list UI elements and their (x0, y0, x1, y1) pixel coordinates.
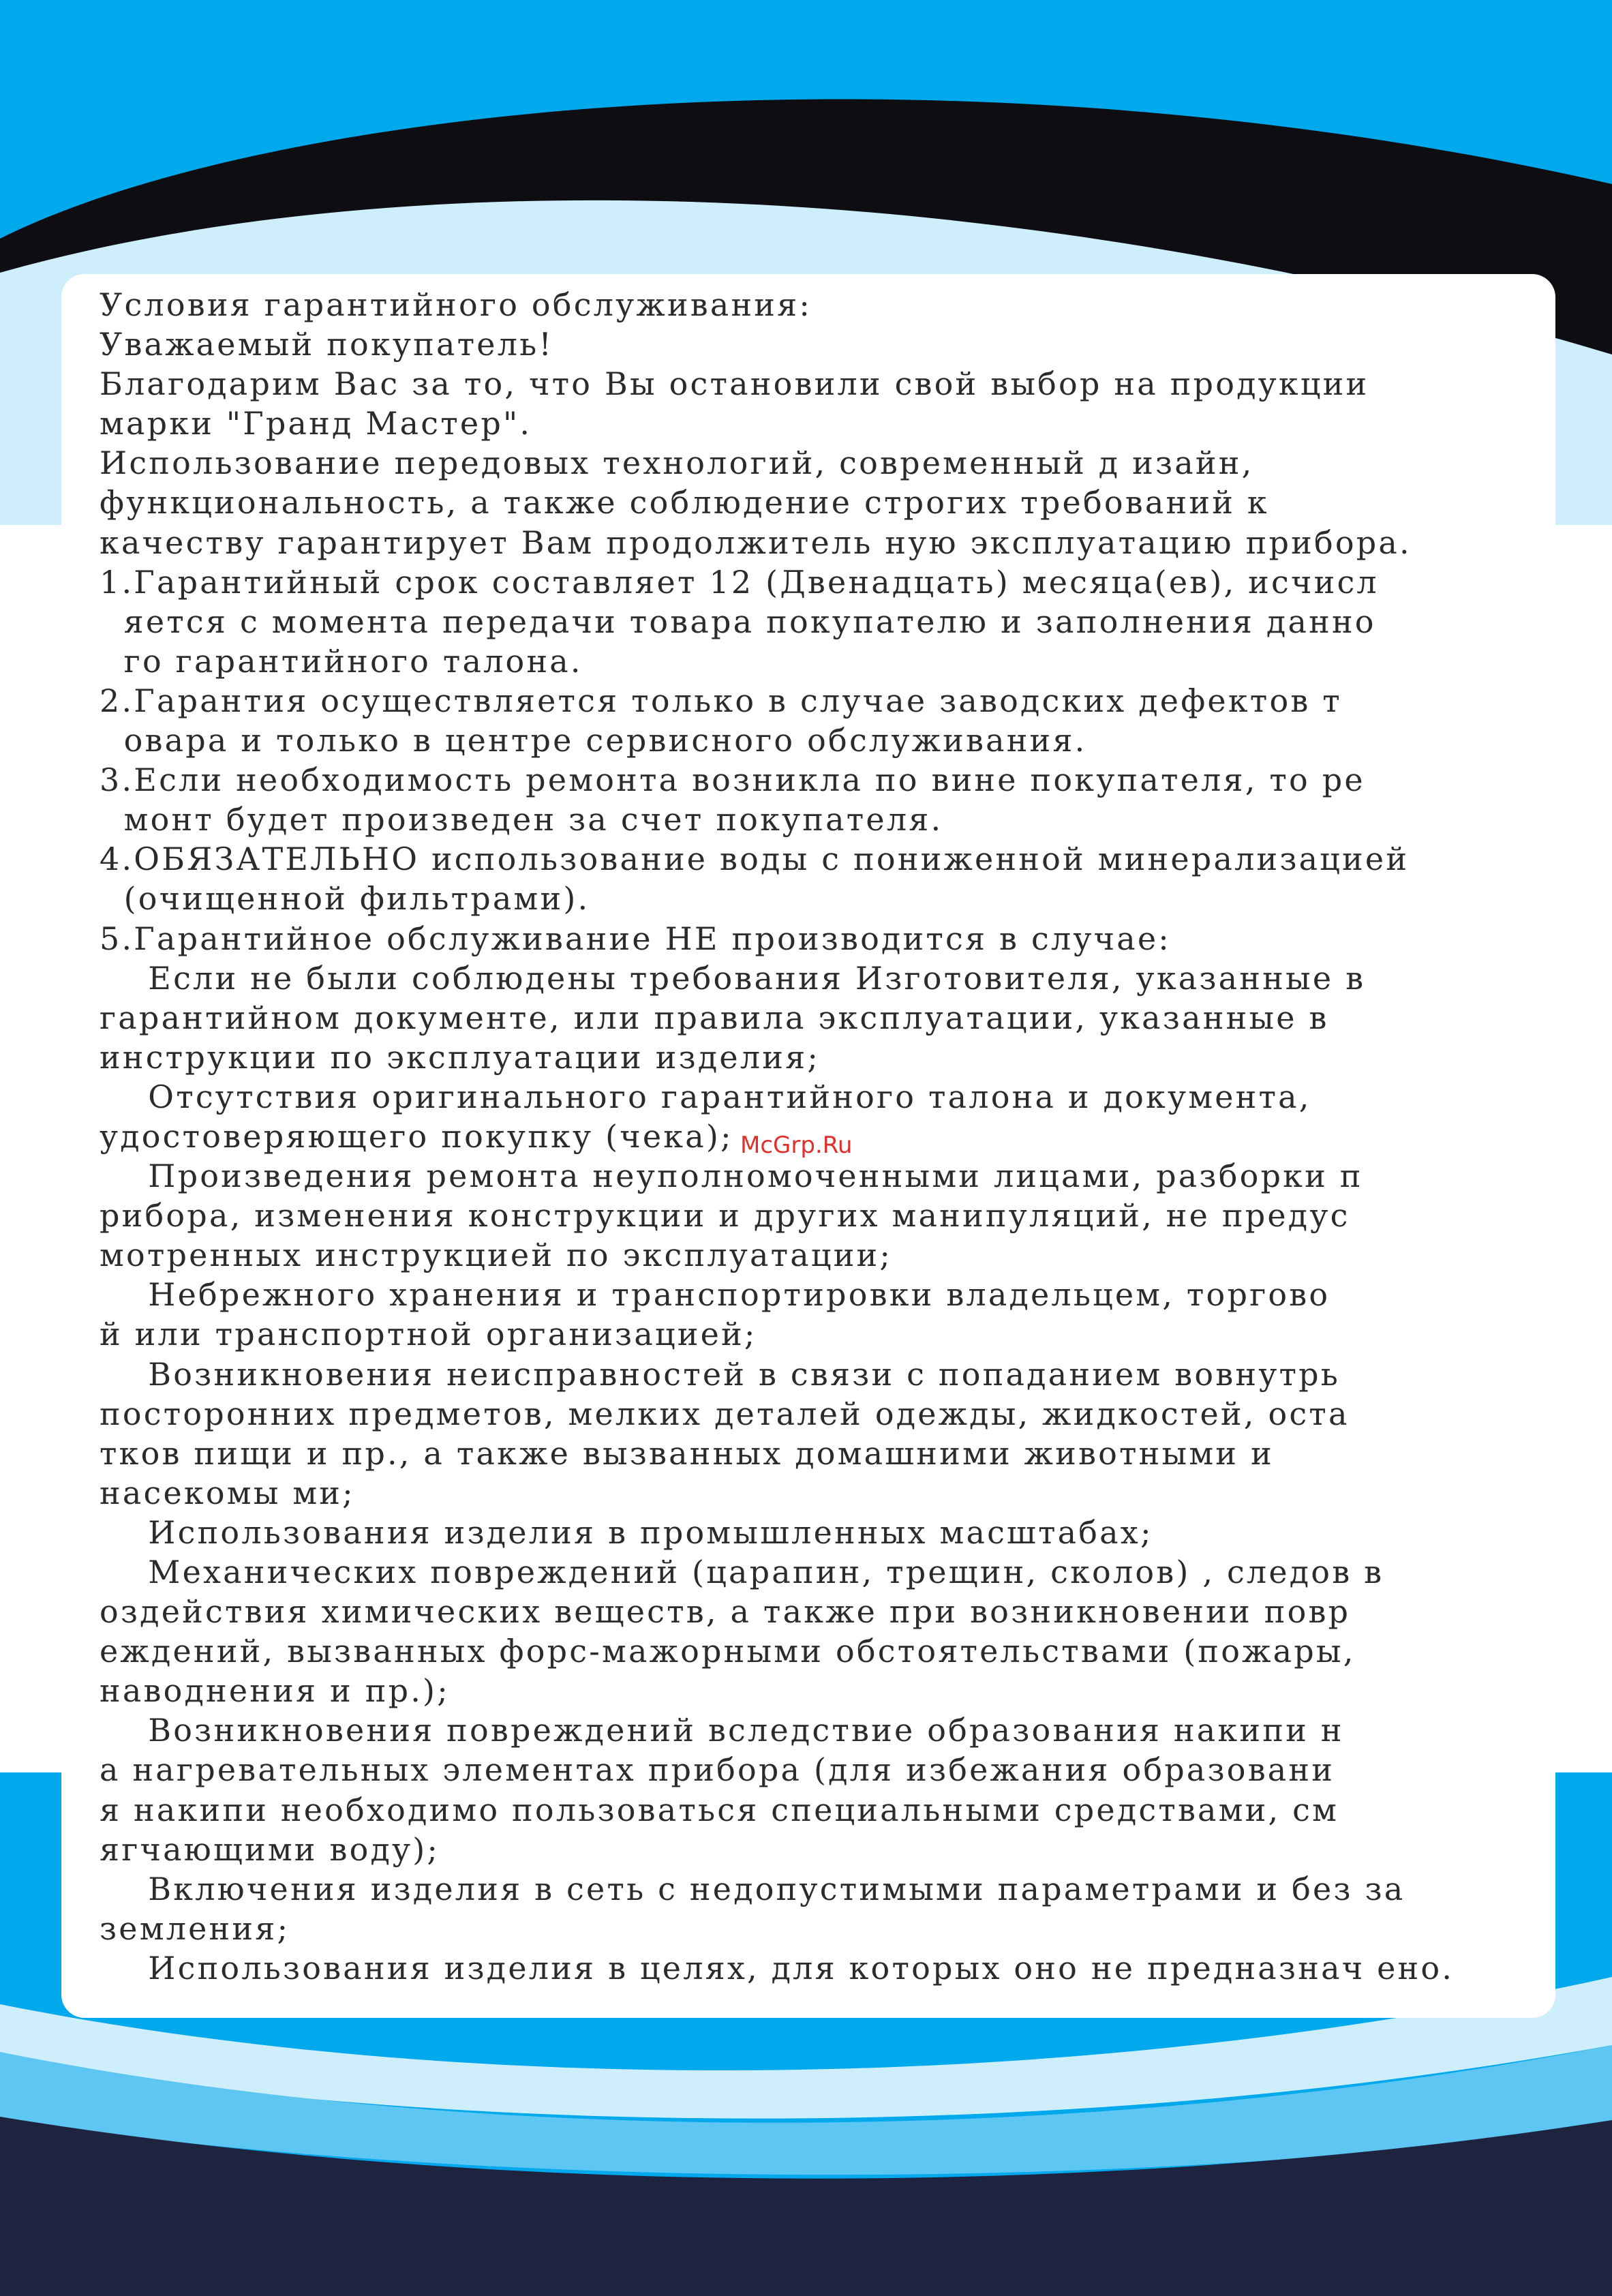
text-line: насекомы ми; (100, 1474, 355, 1511)
text-line: го гарантийного талона. (100, 642, 583, 680)
text-line: Использования изделия в целях, для которых оно не предназнач ено. (100, 1949, 1455, 1987)
text-line: удостоверяющего покупку (чека); (100, 1117, 733, 1155)
text-line: Условия гарантийного обслуживания: (100, 286, 812, 323)
text-line: Отсутствия оригинального гарантийного талона и документа, (100, 1078, 1311, 1115)
text-line: рибора, изменения конструкции и других манипуляций, не предус (100, 1197, 1350, 1235)
text-line: оздействия химических веществ, а также при возникновении повр (100, 1593, 1351, 1631)
text-line: инструкции по эксплуатации изделия; (100, 1038, 821, 1076)
text-line: 2.Гарантия осуществляется только в случае заводских дефектов т (100, 682, 1342, 719)
text-line: й или транспортной организацией; (100, 1316, 757, 1353)
text-line: я накипи необходимо пользоваться специальными средствами, см (100, 1791, 1339, 1828)
text-line: Уважаемый покупатель! (100, 326, 554, 363)
text-line: качеству гарантирует Вам продолжитель ную эксплуатацию прибора. (100, 524, 1412, 561)
text-line: Возникновения повреждений вследствие образования накипи н (100, 1712, 1344, 1749)
text-line: наводнения и пр.); (100, 1672, 450, 1710)
text-line: Механических повреждений (царапин, трещин, сколов) , следов в (100, 1554, 1384, 1590)
text-line: 3.Если необходимость ремонта возникла по вине покупателя, то ре (100, 761, 1365, 799)
text-line: еждений, вызванных форс-мажорными обстоятельствами (пожары, (100, 1633, 1356, 1670)
text-line: 5.Гарантийное обслуживание НЕ производится в случае: (100, 920, 1171, 957)
text-line: посторонних предметов, мелких деталей одежды, жидкостей, оста (100, 1395, 1350, 1432)
watermark: McGrp.Ru (740, 1132, 853, 1159)
text-line: а нагревательных элементах прибора (для избежания образовани (100, 1751, 1335, 1789)
text-line: Произведения ремонта неуполномоченными лицами, разборки п (100, 1158, 1363, 1195)
text-line: (очищенной фильтрами). (100, 880, 590, 918)
text-line: монт будет произведен за счет покупателя. (100, 801, 943, 839)
text-line: марки "Гранд Мастер". (100, 405, 532, 442)
text-line: земления; (100, 1909, 290, 1947)
text-line: ягчающими воду); (100, 1830, 440, 1868)
text-line: функциональность, а также соблюдение строгих требований к (100, 484, 1269, 522)
text-line: 1.Гарантийный срок составляет 12 (Двенадцать) месяца(ев), исчисл (100, 563, 1379, 601)
text-line: Благодарим Вас за то, что Вы остановили свой выбор на продукции (100, 365, 1369, 403)
text-line: Использование передовых технологий, современный д изайн, (100, 444, 1254, 482)
text-line: Включения изделия в сеть с недопустимыми параметрами и без за (100, 1870, 1405, 1907)
text-line: Если не были соблюдены требования Изготовителя, указанные в (100, 959, 1366, 997)
text-line: яется с момента передачи товара покупателю и заполнения данно (100, 603, 1376, 640)
text-line: гарантийном документе, или правила эксплуатации, указанные в (100, 999, 1329, 1036)
text-line: 4.ОБЯЗАТЕЛЬНО использование воды с пониженной минерализацией (100, 841, 1410, 878)
text-line: овара и только в центре сервисного обслуживания. (100, 722, 1087, 759)
text-line: мотренных инструкцией по эксплуатации; (100, 1237, 893, 1274)
text-line: Возникновения неисправностей в связи с попаданием вовнутрь (100, 1355, 1341, 1393)
text-line: Небрежного хранения и транспортировки владельцем, торгово (100, 1276, 1330, 1314)
text-line: Использования изделия в промышленных масштабах; (100, 1513, 1153, 1551)
text-line: тков пищи и пр., а также вызванных домашними животными и (100, 1434, 1274, 1472)
